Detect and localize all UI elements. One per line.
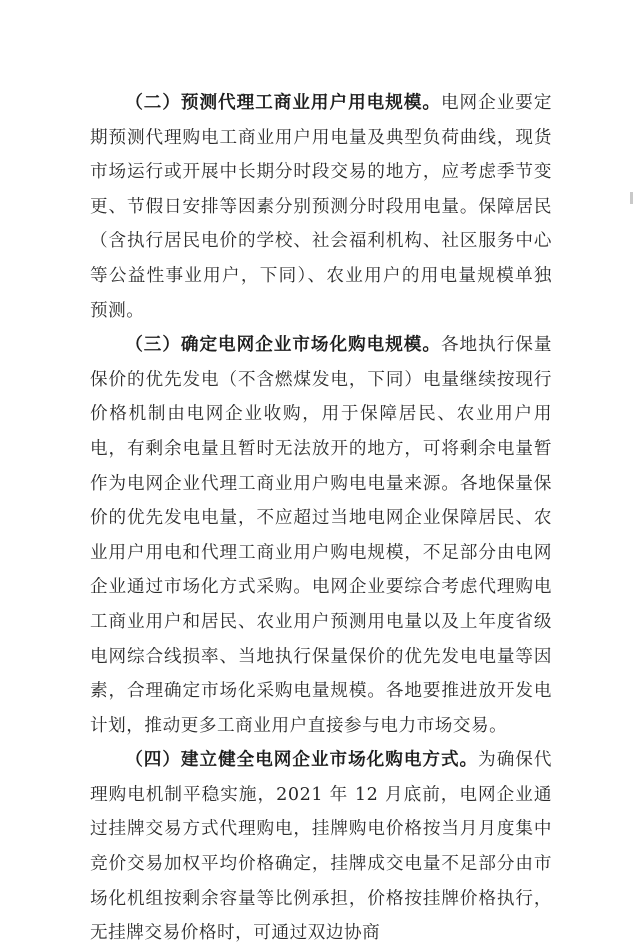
scan-edge-mark — [630, 192, 633, 204]
paragraph-text-2: 电网企业要定期预测代理购电工商业用户用电量及典型负荷曲线，现货市场运行或开展中长期分时段交易的地方，应考虑季节变更、节假日安排等因素分别预测分时段用电量。保障居民（含执行居民电价的学校、社会福利机构、社区服务中心等公益性事业用户，下同）、农业用户的用电量规模单独预测。 — [90, 93, 552, 321]
paragraph-market-purchase-scale — [90, 328, 552, 743]
document-body — [90, 86, 552, 951]
paragraph-text-3: 各地执行保量保价的优先发电（不含燃煤发电，下同）电量继续按现行价格机制由电网企业收购，用于保障居民、农业用户用电，有剩余电量且暂时无法放开的地方，可将剩余电量暂作为电网企业代理工商业用户购电电量来源。各地保量保价的优先发电电量，不应超过当地电网企业保障居民、农业用户用电和代理工商业用户购电规模，不足部分由电网企业通过市场化方式采购。电网企业要综合考虑代理购电工商业用户和居民、农业用户预测用电量以及上年度省级电网综合线损率、当地执行保量保价的优先发电电量等因素，合理确定市场化采购电量规模。各地要推进放开发电计划，推动更多工商业用户直接参与电力市场交易。 — [90, 335, 552, 736]
section-heading-2: （二）预测代理工商业用户用电规模。 — [125, 92, 441, 113]
section-heading-3: （三）确定电网企业市场化购电规模。 — [125, 334, 441, 356]
paragraph-purchase-method — [90, 743, 552, 951]
paragraph-forecast-load — [90, 86, 552, 328]
paragraph-text-4: 为确保代理购电机制平稳实施，2021 年 12 月底前，电网企业通过挂牌交易方式代理购电，挂牌购电价格按当月月度集中竞价交易加权平均价格确定，挂牌成交电量不足部分由市场化机组按剩余容量等比例承担，价格按挂牌价格执行，无挂牌交易价格时，可通过双边协商 — [90, 750, 552, 944]
section-heading-4: （四）建立健全电网企业市场化购电方式。 — [125, 749, 479, 771]
